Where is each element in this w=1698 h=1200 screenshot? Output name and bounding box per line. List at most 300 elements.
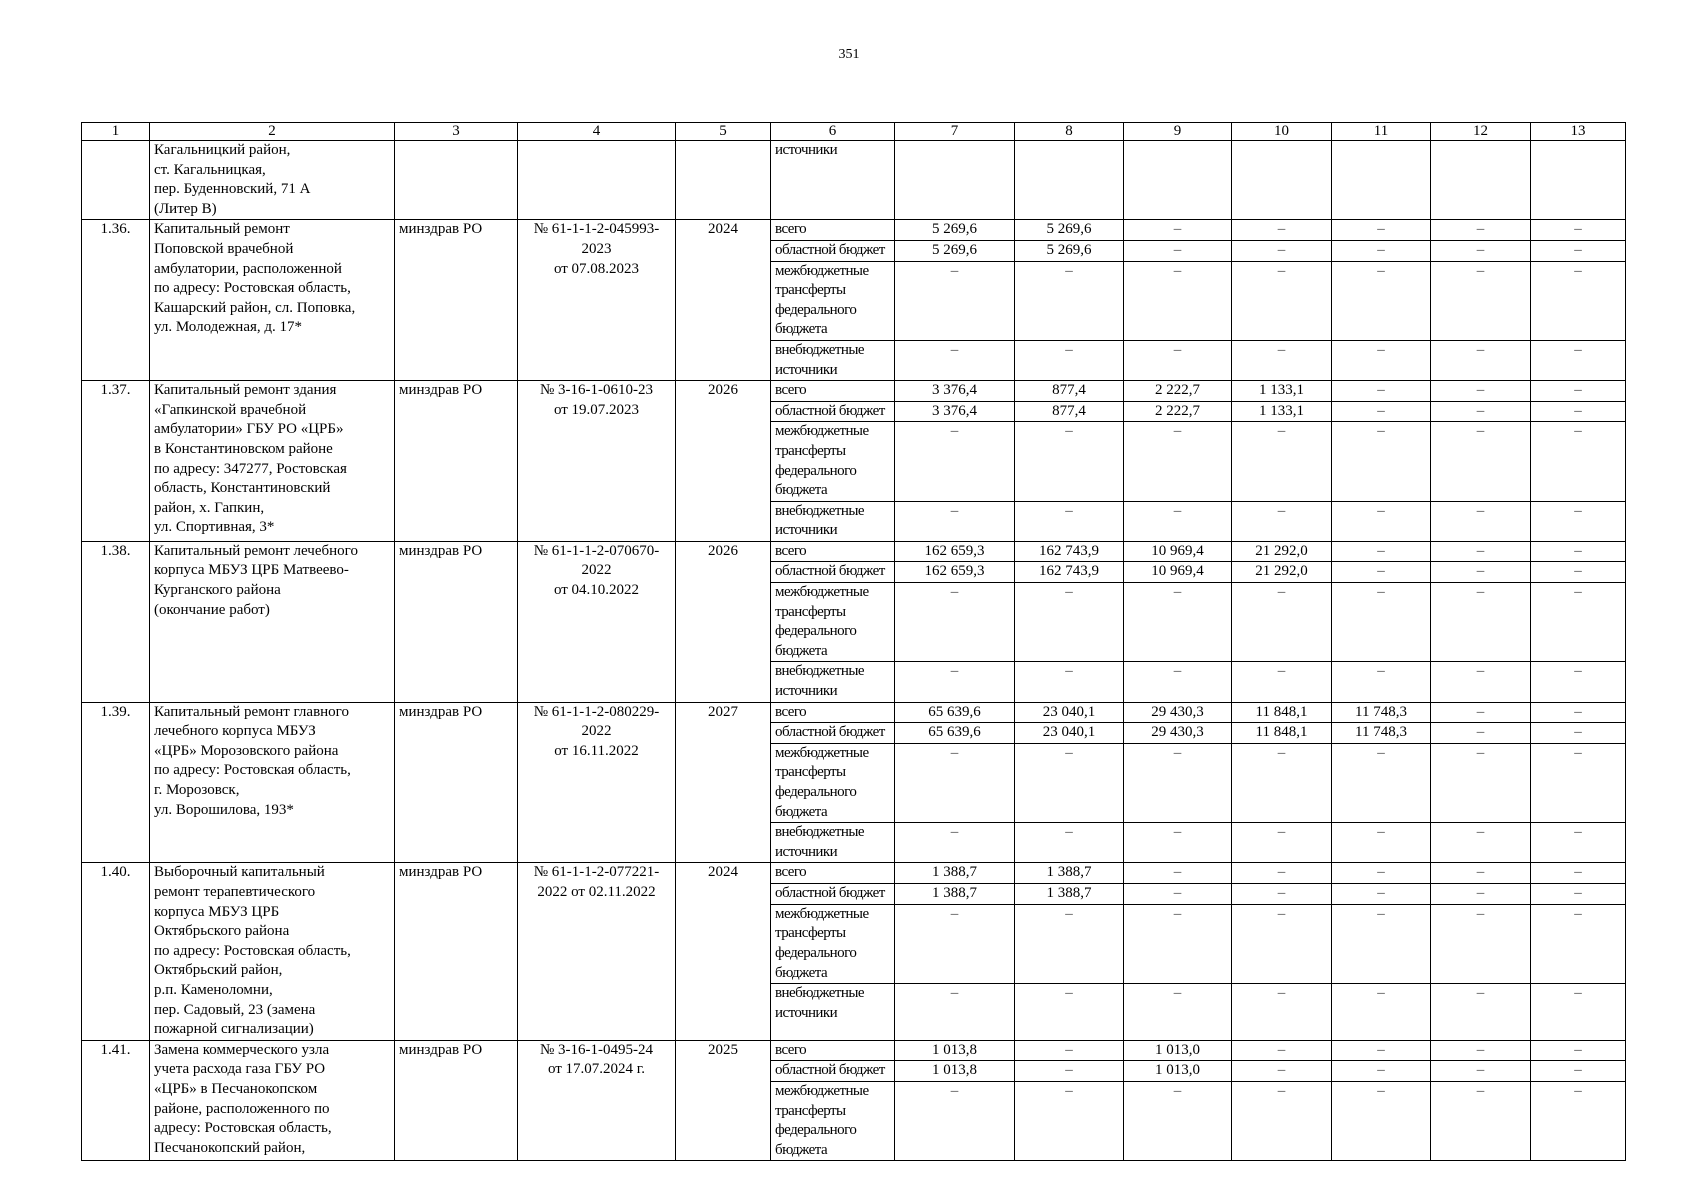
cell-funding-type — [771, 1081, 895, 1160]
cell-value-col-10: – — [1232, 583, 1332, 662]
cell-value-col-13: – — [1531, 662, 1626, 702]
cell-value-col-7: – — [895, 823, 1015, 863]
cell-object-name — [150, 541, 395, 702]
text-line: внебюджетные — [775, 502, 865, 519]
cell-value-col-7: – — [895, 1081, 1015, 1160]
cell-value-col-7: 5 269,6 — [895, 240, 1015, 261]
text-line: пер. Буденновский, 71 А — [154, 181, 311, 198]
cell-value-col-13: – — [1531, 904, 1626, 984]
cell-value-col-10: 21 292,0 — [1232, 562, 1332, 583]
text-line: амбулатории, расположенной — [154, 260, 342, 277]
cell-year: 2024 — [676, 220, 771, 381]
text-line: ул. Спортивная, 3* — [154, 519, 275, 536]
cell-value-col-10: – — [1232, 743, 1332, 822]
cell-value-col-9: – — [1124, 662, 1232, 702]
cell-object-name — [150, 702, 395, 863]
cell-value-col-12: – — [1431, 261, 1531, 340]
cell-value-col-8: – — [1015, 743, 1124, 822]
text-line: в Константиновском районе — [154, 440, 333, 457]
text-line: внебюджетные — [775, 985, 865, 1002]
cell-value-col-12: – — [1431, 562, 1531, 583]
text-line: от 16.11.2022 — [554, 742, 639, 759]
cell-value-col-8: – — [1015, 1081, 1124, 1160]
cell-value-col-11: – — [1332, 501, 1431, 541]
cell-value-col-9: – — [1124, 261, 1232, 340]
cell-value-col-8: 162 743,9 — [1015, 562, 1124, 583]
table-row — [82, 1040, 1626, 1061]
cell-value-col-8: – — [1015, 984, 1124, 1040]
cell-value-col-13: – — [1531, 261, 1626, 340]
cell-object-name — [150, 381, 395, 542]
cell-value-col-9: 29 430,3 — [1124, 702, 1232, 723]
cell-value-col-9: – — [1124, 904, 1232, 984]
text-line: (окончание работ) — [154, 601, 270, 618]
cell-value-col-8: 5 269,6 — [1015, 220, 1124, 241]
cell-num: 1.41. — [82, 1040, 150, 1161]
text-line: область, Константиновский — [154, 480, 331, 497]
cell-value-col-11: – — [1332, 884, 1431, 905]
cell-value-col-7: 3 376,4 — [895, 401, 1015, 422]
cell-funding-type — [771, 583, 895, 662]
continuation-row — [82, 141, 1626, 220]
cell-value-col-12: – — [1431, 984, 1531, 1040]
cell-num: 1.40. — [82, 863, 150, 1040]
text-line: корпуса МБУЗ ЦРБ Матвеево- — [154, 562, 349, 579]
cell-value-col-7: – — [895, 501, 1015, 541]
column-header-8: 8 — [1015, 123, 1124, 141]
cell-value-col-7: 65 639,6 — [895, 723, 1015, 744]
text-line: по адресу: Ростовская область, — [154, 942, 351, 959]
cell-funding-type — [771, 662, 895, 702]
column-header-10: 10 — [1232, 123, 1332, 141]
cell-value-col-10: – — [1232, 984, 1332, 1040]
cell-value-col-10: – — [1232, 1081, 1332, 1160]
cell-value-col-10: – — [1232, 884, 1332, 905]
text-line: межбюджетные — [775, 1082, 869, 1099]
program-table — [81, 122, 1626, 1161]
cell-value-col-7: 162 659,3 — [895, 562, 1015, 583]
cell-year: 2025 — [676, 1040, 771, 1161]
cell-value-col-8: 23 040,1 — [1015, 723, 1124, 744]
cell-value-col-8: 1 388,7 — [1015, 884, 1124, 905]
cell-value-col-11: – — [1332, 1040, 1431, 1061]
cell-value-col-8: – — [1015, 583, 1124, 662]
text-line: № 3-16-1-0610-23 — [539, 382, 654, 399]
cell-value-col-10: – — [1232, 220, 1332, 241]
cell-funding-type — [771, 501, 895, 541]
column-header-1: 1 — [82, 123, 150, 141]
cell-value-col-10: – — [1232, 1040, 1332, 1061]
text-line: г. Морозовск, — [154, 782, 240, 798]
header-row — [82, 123, 1626, 141]
text-line: по адресу: Ростовская область, — [154, 762, 351, 779]
text-line: лечебного корпуса МБУЗ — [154, 723, 316, 740]
text-line: внебюджетные — [775, 341, 865, 358]
text-line: всего — [775, 542, 807, 559]
cell-value-col-10: – — [1232, 1061, 1332, 1082]
cell-value-col-12: – — [1431, 340, 1531, 380]
cell-value-col-13: – — [1531, 220, 1626, 241]
cell-value-col-10: – — [1232, 904, 1332, 984]
cell-value-col-9: 1 013,0 — [1124, 1040, 1232, 1061]
table-row — [82, 381, 1626, 402]
cell-value-col-13: – — [1531, 381, 1626, 402]
cell-funding-type — [771, 240, 895, 261]
cell-document — [518, 381, 676, 542]
text-line: источники — [775, 843, 838, 860]
text-line: межбюджетные — [775, 905, 869, 922]
text-line: ст. Кагальницкая, — [154, 161, 266, 178]
text-line: Капитальный ремонт здания — [154, 382, 337, 399]
cell-value-col-8: – — [1015, 1061, 1124, 1082]
cell-funding-type — [771, 884, 895, 905]
text-line: внебюджетные — [775, 824, 865, 841]
cell-value-col-13: – — [1531, 702, 1626, 723]
text-line: источники — [775, 1005, 838, 1022]
cell-object-name — [150, 1040, 395, 1161]
cell-funding-type — [771, 541, 895, 562]
cell-value-col-11: – — [1332, 984, 1431, 1040]
cell-num: 1.36. — [82, 220, 150, 381]
cell-value-col-13: – — [1531, 401, 1626, 422]
cell-value-col-7: – — [895, 422, 1015, 501]
text-line: по адресу: 347277, Ростовская — [154, 460, 347, 477]
column-header-7: 7 — [895, 123, 1015, 141]
cell-value-col-11: 11 748,3 — [1332, 723, 1431, 744]
cell-value-col-11: – — [1332, 1061, 1431, 1082]
cell-value-col-11: – — [1332, 541, 1431, 562]
cell-value-col-13: – — [1531, 863, 1626, 884]
cell-value-col-7: 3 376,4 — [895, 381, 1015, 402]
text-line: Капитальный ремонт главного — [154, 703, 349, 720]
text-line: пожарной сигнализации) — [154, 1021, 314, 1038]
cell-value-col-10: – — [1232, 340, 1332, 380]
cell-customer: минздрав РО — [395, 863, 518, 1040]
text-line: Капитальный ремонт лечебного — [154, 542, 358, 559]
cell-value-col-7: – — [895, 261, 1015, 340]
text-line: Поповской врачебной — [154, 240, 294, 257]
cell-funding-type — [771, 904, 895, 984]
cell-value-col-13: – — [1531, 1061, 1626, 1082]
text-line: Капитальный ремонт — [154, 221, 290, 238]
cell-value-col-10: 1 133,1 — [1232, 401, 1332, 422]
table-row — [82, 702, 1626, 723]
text-line: корпуса МБУЗ ЦРБ — [154, 903, 280, 920]
cell-value-col-8: – — [1015, 501, 1124, 541]
cell-customer: минздрав РО — [395, 702, 518, 863]
column-header-11: 11 — [1332, 123, 1431, 141]
text-line: внебюджетные — [775, 663, 865, 680]
cell-funding-type — [771, 702, 895, 723]
text-line: от 04.10.2022 — [553, 582, 640, 599]
cell-value-col-9: – — [1124, 501, 1232, 541]
text-line: трансферты — [775, 925, 846, 942]
text-line: межбюджетные — [775, 584, 869, 601]
cell-value-col-9: 2 222,7 — [1124, 401, 1232, 422]
text-line: бюджета — [775, 642, 828, 659]
cell-value-col-8: – — [1015, 261, 1124, 340]
cell-funding-type — [771, 984, 895, 1040]
cell-value-col-10: – — [1232, 501, 1332, 541]
text-line: федерального — [775, 301, 857, 318]
cell-value-col-13: – — [1531, 984, 1626, 1040]
cell-value-col-8: 23 040,1 — [1015, 702, 1124, 723]
column-header-12: 12 — [1431, 123, 1531, 141]
cell-value-col-11: – — [1332, 240, 1431, 261]
cell-value-col-9: – — [1124, 984, 1232, 1040]
cell-funding-type — [771, 141, 895, 220]
cell-value-col-12: – — [1431, 1081, 1531, 1160]
cell-value-col-12: – — [1431, 904, 1531, 984]
table-row — [82, 541, 1626, 562]
cell-value-col-12: – — [1431, 1061, 1531, 1082]
cell-value-col-12: – — [1431, 541, 1531, 562]
cell-value-col-11: – — [1332, 1081, 1431, 1160]
cell-value-col-9: – — [1124, 863, 1232, 884]
cell-value-col-13: – — [1531, 884, 1626, 905]
cell-funding-type — [771, 381, 895, 402]
cell-value-col-10: – — [1232, 422, 1332, 501]
cell-funding-type — [771, 823, 895, 863]
text-line: бюджета — [775, 1141, 828, 1158]
cell-value-col-12: – — [1431, 863, 1531, 884]
text-line: «Гапкинской врачебной — [154, 401, 307, 418]
cell-value-col-10: 21 292,0 — [1232, 541, 1332, 562]
cell-num: 1.38. — [82, 541, 150, 702]
text-line: трансферты — [775, 1102, 846, 1119]
cell-document — [518, 863, 676, 1040]
cell-value-col-12: – — [1431, 823, 1531, 863]
cell-value-col-11: – — [1332, 562, 1431, 583]
text-line: источники — [775, 522, 838, 539]
cell-value-col-9: – — [1124, 583, 1232, 662]
cell-year: 2027 — [676, 702, 771, 863]
cell-value-col-13: – — [1531, 562, 1626, 583]
cell-funding-type — [771, 723, 895, 744]
text-line: областной бюджет — [775, 402, 885, 419]
cell-value-col-11: – — [1332, 904, 1431, 984]
text-line: № 61-1-1-2-077221- — [533, 864, 660, 881]
cell-value-col-13: – — [1531, 583, 1626, 662]
column-header-5: 5 — [676, 123, 771, 141]
text-line: (Литер В) — [154, 200, 217, 217]
text-line: районе, расположенного по — [154, 1100, 330, 1117]
cell-value-col-13: – — [1531, 541, 1626, 562]
text-line: федерального — [775, 1122, 857, 1139]
cell-value-col-7: – — [895, 662, 1015, 702]
cell-customer: минздрав РО — [395, 541, 518, 702]
text-line: «ЦРБ» в Песчанокопском — [154, 1080, 318, 1097]
cell-year: 2024 — [676, 863, 771, 1040]
text-line: пер. Садовый, 23 (замена — [154, 1001, 316, 1018]
cell-object-name — [150, 220, 395, 381]
cell-funding-type — [771, 743, 895, 822]
text-line: всего — [775, 703, 807, 720]
table-row — [82, 220, 1626, 241]
text-line: Замена коммерческого узла — [154, 1041, 330, 1058]
text-line: 2023 — [581, 240, 612, 257]
cell-value-col-9: – — [1124, 240, 1232, 261]
cell-customer — [395, 141, 518, 220]
cell-value-col-13: – — [1531, 823, 1626, 863]
cell-value-col-13: – — [1531, 501, 1626, 541]
cell-value-col-8: 1 388,7 — [1015, 863, 1124, 884]
text-line: № 3-16-1-0495-24 — [539, 1041, 654, 1058]
cell-value-col-11: 11 748,3 — [1332, 702, 1431, 723]
cell-value-col-9: 10 969,4 — [1124, 562, 1232, 583]
cell-value-col-13: – — [1531, 723, 1626, 744]
cell-value-col-12: – — [1431, 884, 1531, 905]
column-header-13: 13 — [1531, 123, 1626, 141]
cell-value-col-12: – — [1431, 702, 1531, 723]
text-line: Песчанокопский район, — [154, 1139, 306, 1156]
cell-num — [82, 141, 150, 220]
cell-year — [676, 141, 771, 220]
column-header-3: 3 — [395, 123, 518, 141]
cell-value-col-8: 877,4 — [1015, 401, 1124, 422]
cell-value-col-13: – — [1531, 1081, 1626, 1160]
cell-value-col-11: – — [1332, 583, 1431, 662]
cell-value-col-12: – — [1431, 220, 1531, 241]
text-line: бюджета — [775, 803, 828, 820]
cell-value-col-7: – — [895, 984, 1015, 1040]
cell-funding-type — [771, 1061, 895, 1082]
column-header-4: 4 — [518, 123, 676, 141]
cell-customer: минздрав РО — [395, 220, 518, 381]
cell-value-col-9: 1 013,0 — [1124, 1061, 1232, 1082]
cell-value-col-9: – — [1124, 884, 1232, 905]
cell-value-col-8: 5 269,6 — [1015, 240, 1124, 261]
cell-value-col-10: – — [1232, 261, 1332, 340]
cell-value-col-12: – — [1431, 422, 1531, 501]
cell-document — [518, 702, 676, 863]
page-number: 351 — [838, 47, 860, 62]
cell-value-col-12: – — [1431, 501, 1531, 541]
text-line: бюджета — [775, 482, 828, 499]
text-line: по адресу: Ростовская область, — [154, 280, 351, 297]
cell-value-col-8: 162 743,9 — [1015, 541, 1124, 562]
text-line: ул. Ворошилова, 193* — [154, 801, 294, 818]
cell-value-col-7: – — [895, 743, 1015, 822]
text-line: бюджета — [775, 964, 828, 981]
column-header-2: 2 — [150, 123, 395, 141]
column-header-9: 9 — [1124, 123, 1232, 141]
cell-value-col-10: – — [1232, 240, 1332, 261]
cell-value-col-11: – — [1332, 422, 1431, 501]
text-line: № 61-1-1-2-080229- — [533, 703, 660, 720]
text-line: № 61-1-1-2-045993- — [533, 221, 660, 238]
cell-value-col-11: – — [1332, 401, 1431, 422]
text-line: источники — [775, 683, 838, 700]
cell-value-col-7: 1 388,7 — [895, 884, 1015, 905]
cell-value-col-10: – — [1232, 863, 1332, 884]
text-line: всего — [775, 221, 807, 238]
text-line: трансферты — [775, 764, 846, 781]
cell-document — [518, 1040, 676, 1161]
cell-value-col-7: 1 013,8 — [895, 1040, 1015, 1061]
text-line: Выборочный капитальный — [154, 864, 325, 881]
text-line: район, х. Гапкин, — [154, 499, 265, 516]
text-line: 2022 от 02.11.2022 — [537, 883, 656, 900]
text-line: межбюджетные — [775, 744, 869, 761]
cell-value-col-10: 11 848,1 — [1232, 723, 1332, 744]
cell-num: 1.37. — [82, 381, 150, 542]
cell-funding-type — [771, 261, 895, 340]
text-line: бюджета — [775, 321, 828, 338]
cell-value-col-7: – — [895, 340, 1015, 380]
cell-value-col-9: – — [1124, 340, 1232, 380]
text-line: 2022 — [581, 562, 612, 579]
text-line: амбулатории» ГБУ РО «ЦРБ» — [154, 421, 344, 438]
text-line: учета расхода газа ГБУ РО — [154, 1061, 326, 1078]
text-line: источники — [775, 361, 838, 378]
text-line: всего — [775, 1041, 807, 1058]
cell-value-col-7: 5 269,6 — [895, 220, 1015, 241]
cell-value-col-13: – — [1531, 240, 1626, 261]
text-line: межбюджетные — [775, 262, 869, 279]
cell-year: 2026 — [676, 381, 771, 542]
text-line: областной бюджет — [775, 241, 885, 258]
cell-funding-type — [771, 1040, 895, 1061]
cell-value-col-8: – — [1015, 662, 1124, 702]
cell-value-col-13: – — [1531, 422, 1626, 501]
text-line: источники — [775, 142, 838, 158]
cell-value-col-9: – — [1124, 823, 1232, 863]
text-line: ул. Молодежная, д. 17* — [154, 319, 303, 336]
text-line: 2022 — [581, 723, 612, 740]
text-line: от 07.08.2023 — [553, 260, 640, 277]
cell-funding-type — [771, 340, 895, 380]
cell-value-col-7: – — [895, 904, 1015, 984]
cell-value-col-13: – — [1531, 743, 1626, 822]
cell-value-col-11: – — [1332, 662, 1431, 702]
text-line: областной бюджет — [775, 1062, 885, 1079]
text-line: трансферты — [775, 282, 846, 299]
cell-value-col-12: – — [1431, 1040, 1531, 1061]
text-line: от 17.07.2024 г. — [547, 1061, 646, 1078]
cell-value-col-7: 1 388,7 — [895, 863, 1015, 884]
text-line: Кагальницкий район, — [154, 142, 291, 158]
text-line: Кашарский район, сл. Поповка, — [154, 299, 356, 316]
cell-value-col-11: – — [1332, 863, 1431, 884]
cell-value-col-12: – — [1431, 381, 1531, 402]
cell-value-col-10: – — [1232, 662, 1332, 702]
cell-value-col-8: – — [1015, 340, 1124, 380]
text-line: «ЦРБ» Морозовского района — [154, 742, 339, 759]
text-line: федерального — [775, 623, 857, 640]
text-line: федерального — [775, 784, 857, 800]
cell-num: 1.39. — [82, 702, 150, 863]
column-header-6: 6 — [771, 123, 895, 141]
cell-value-col-8: – — [1015, 823, 1124, 863]
cell-value-col-12: – — [1431, 401, 1531, 422]
cell-value-col-8: 877,4 — [1015, 381, 1124, 402]
cell-value-col-13: – — [1531, 1040, 1626, 1061]
text-line: Курганского района — [154, 582, 281, 599]
cell-value-col-9: 2 222,7 — [1124, 381, 1232, 402]
cell-value-col-12: – — [1431, 240, 1531, 261]
text-line: трансферты — [775, 603, 846, 620]
cell-value-col-12: – — [1431, 583, 1531, 662]
text-line: р.п. Каменоломни, — [154, 981, 273, 998]
cell-document — [518, 220, 676, 381]
text-line: всего — [775, 382, 807, 399]
cell-value-col-10: 1 133,1 — [1232, 381, 1332, 402]
text-line: Октябрьского района — [154, 923, 290, 940]
cell-customer: минздрав РО — [395, 1040, 518, 1161]
cell-value-col-11: – — [1332, 381, 1431, 402]
cell-value-col-11: – — [1332, 261, 1431, 340]
